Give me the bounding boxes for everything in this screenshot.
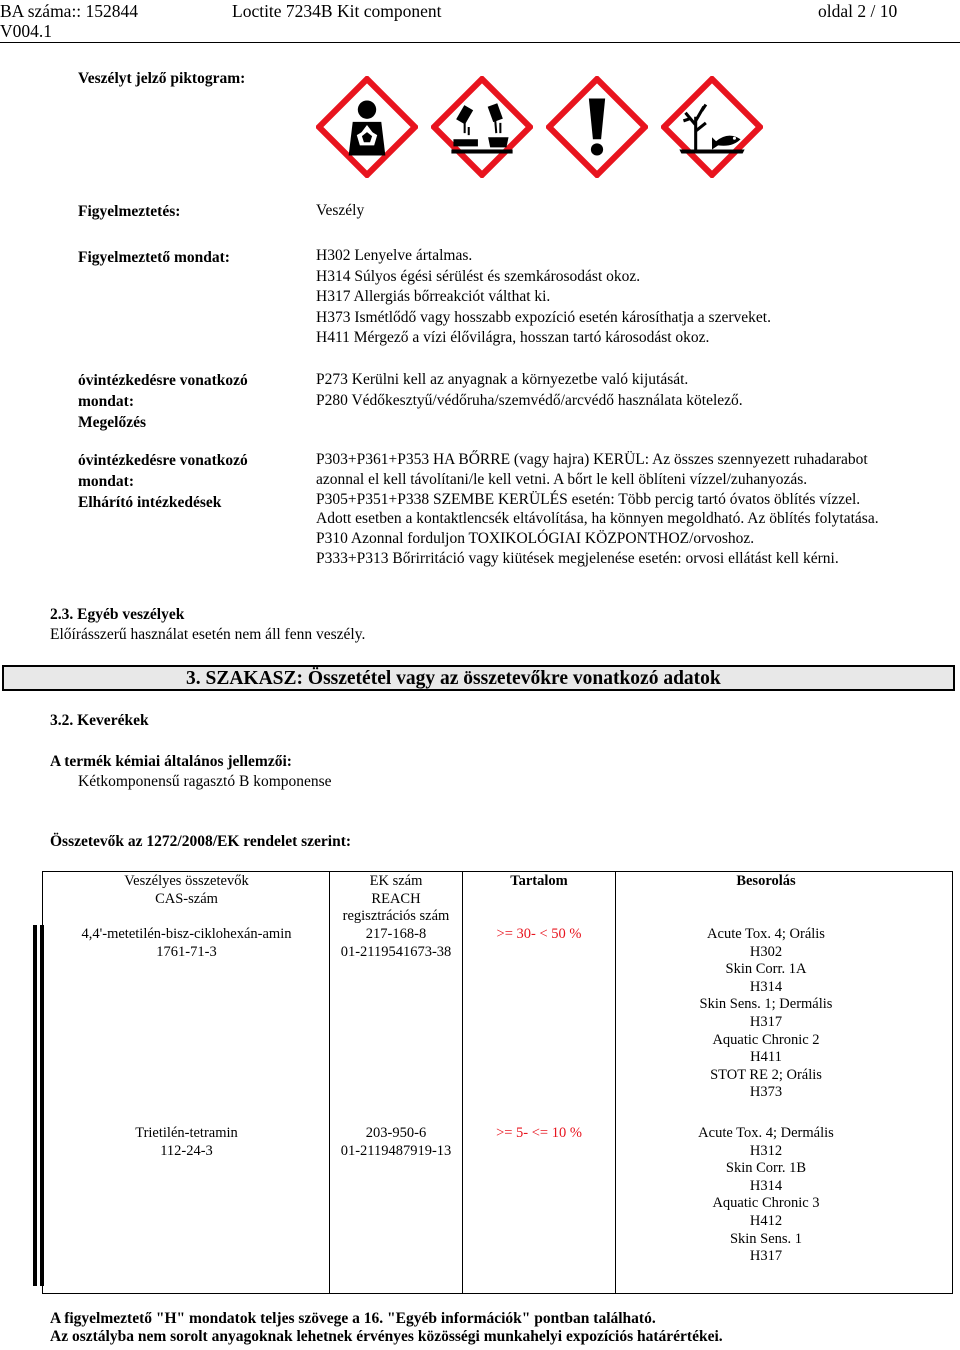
header-rule — [0, 42, 960, 43]
row1-component: 4,4'-metetilén-bisz-ciklohexán-amin 1761-71-3 — [81, 926, 292, 960]
h-statement: H314 Súlyos égési sérülést és szemkárosodást okoz. — [316, 267, 641, 285]
signal-value: Veszély — [316, 202, 365, 219]
h-statement: H373 Ismétlődő vagy hosszabb expozíció esetén károsíthatja a szerveket. — [316, 308, 771, 326]
h-statement: H302 Lenyelve ártalmas. — [316, 247, 473, 264]
footer-note-1: A figyelmeztető "H" mondatok teljes szövege a 16. "Egyéb információk" pontban található. — [50, 1310, 656, 1327]
p-statement: Adott esetben a kontaktlencsék eltávolítása, ha könnyen megoldható. Az öblítés folytatása. — [316, 510, 879, 528]
row2-classification: Acute Tox. 4; Dermális H312 Skin Corr. 1B H314 Aquatic Chronic 3 H412 Skin Sens. 1 H317 — [698, 1125, 834, 1265]
other-hazards-title: 2.3. Egyéb veszélyek — [50, 606, 185, 623]
header-ec-number: EK szám REACH regisztrációs szám — [342, 873, 450, 925]
p-statement: azonnal el kell távolítani/le kell vetni. A bőrt le kell öblíteni vízzel/zuhanyozás. — [316, 470, 808, 488]
general-characteristics-value: Kétkomponensű ragasztó B komponense — [78, 773, 332, 790]
row1-content: >= 30- < 50 % — [496, 926, 582, 942]
environment-icon — [661, 76, 763, 178]
product-name: Loctite 7234B Kit component — [232, 1, 442, 21]
p-prevention-label: óvintézkedésre vonatkozó mondat: Megelőzés — [78, 372, 248, 431]
header-classification: Besorolás — [736, 873, 796, 889]
header-components: Veszélyes összetevők CAS-szám — [124, 873, 249, 907]
p-statement: P303+P361+P353 HA BŐRRE (vagy hajra) KERÜL: Az összes szennyezett ruhadarabot — [316, 451, 868, 468]
p-statement: P280 Védőkesztyű/védőruha/szemvédő/arcvédő használata kötelező. — [316, 391, 743, 409]
row1-ec-number: 217-168-8 01-2119541673-38 — [340, 926, 452, 960]
health-hazard-icon — [316, 76, 418, 178]
mixtures-subtitle: 3.2. Keverékek — [50, 712, 149, 729]
h-statement: H317 Allergiás bőrreakciót válthat ki. — [316, 288, 551, 305]
header-content: Tartalom — [510, 873, 568, 889]
other-hazards-text: Előírásszerű használat esetén nem áll fenn veszély. — [50, 626, 366, 643]
exclamation-icon — [546, 76, 648, 178]
h-statement: H411 Mérgező a vízi élővilágra, hosszan tartó károsodást okoz. — [316, 329, 710, 346]
row2-content: >= 5- <= 10 % — [496, 1125, 582, 1141]
page-number: oldal 2 / 10 — [818, 1, 898, 21]
change-bar — [33, 925, 37, 1286]
ba-number: BA száma:: 152844 — [0, 1, 139, 21]
p-statement: P310 Azonnal forduljon TOXIKOLÓGIAI KÖZPONTHOZ/orvoshoz. — [316, 530, 755, 548]
p-statement: P305+P351+P338 SZEMBE KERÜLÉS esetén: Több percig tartó óvatos öblítés vízzel. — [316, 490, 861, 508]
signal-label: Figyelmeztetés: — [78, 203, 181, 220]
components-label: Összetevők az 1272/2008/EK rendelet szerint: — [50, 833, 352, 850]
corrosion-icon — [431, 76, 533, 178]
row1-classification: Acute Tox. 4; Orális H302 Skin Corr. 1A H314 Skin Sens. 1; Dermális H317 Aquatic Chronic 2 H411 STOT RE 2; Orális H373 — [699, 926, 833, 1101]
section-title: 3. SZAKASZ: Összetétel vagy az összetevőkre vonatkozó adatok — [186, 668, 721, 689]
pictogram-label: Veszélyt jelző piktogram: — [78, 70, 246, 87]
p-prevention — [316, 370, 743, 411]
p-response-label: óvintézkedésre vonatkozó mondat: Elhárító intézkedések — [78, 452, 248, 511]
h-statements — [316, 246, 771, 349]
p-response — [316, 450, 879, 569]
footer-note-2: Az osztályba nem sorolt anyagoknak lehetnek érvényes közösségi munkahelyi expozíciós határértékei. — [50, 1328, 723, 1345]
version: V004.1 — [0, 21, 53, 41]
change-bar — [40, 925, 44, 1286]
general-characteristics-label: A termék kémiai általános jellemzői: — [50, 753, 292, 770]
p-statement: P333+P313 Bőrirritáció vagy kiütések megjelenése esetén: orvosi ellátást kell kérni. — [316, 549, 839, 567]
h-statements-label: Figyelmeztető mondat: — [78, 249, 230, 266]
row2-ec-number: 203-950-6 01-2119487919-13 — [340, 1125, 452, 1159]
p-statement: P273 Kerülni kell az anyagnak a környezetbe való kijutását. — [316, 371, 689, 388]
row2-component: Trietilén-tetramin 112-24-3 — [135, 1125, 238, 1159]
